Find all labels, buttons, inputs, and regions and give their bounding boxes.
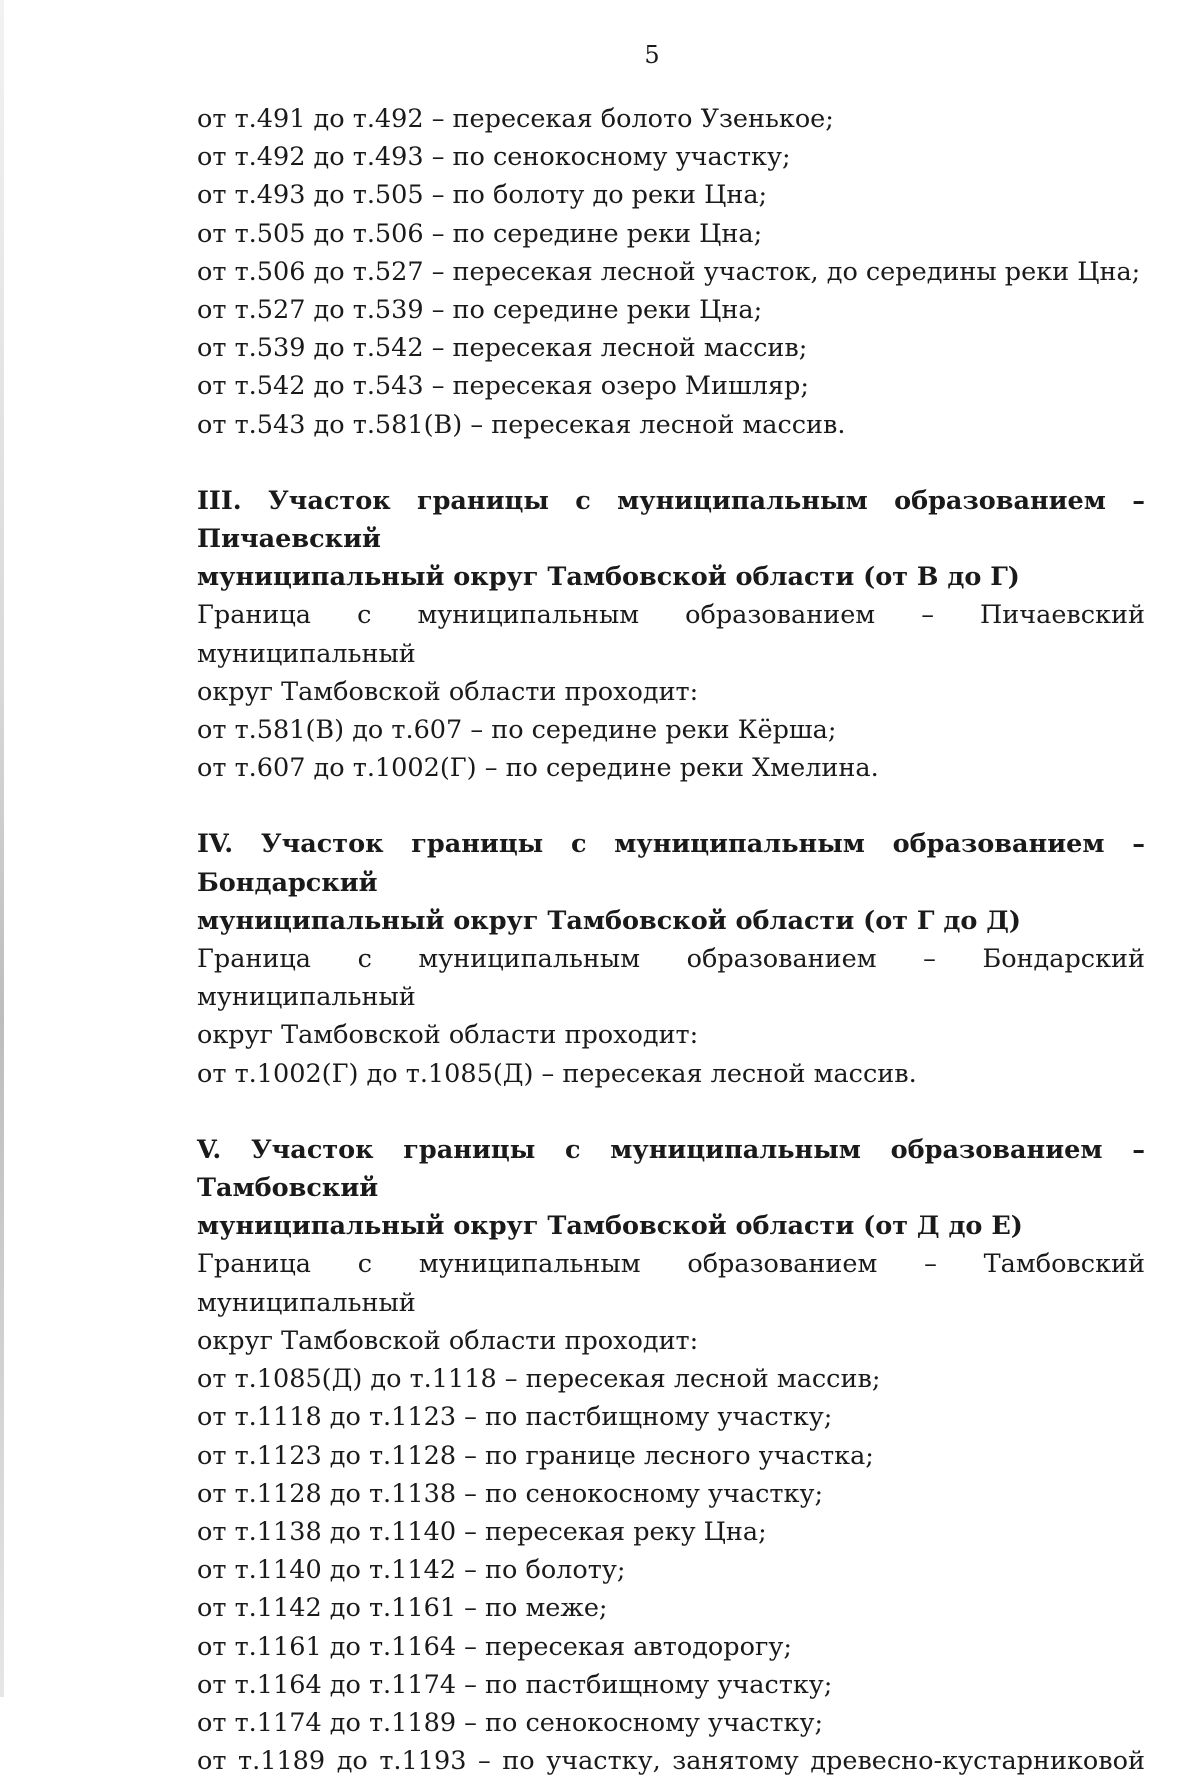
section-intro-line: Граница с муниципальным образованием – Бондарский муниципальный [197,944,1145,1013]
section-intro [197,940,1145,1055]
boundary-segment: от т.492 до т.493 – по сенокосному участку; [197,142,791,173]
document-body [197,100,1145,1780]
boundary-segment: от т.493 до т.505 – по болоту до реки Цна; [197,180,768,211]
section-intro-line: округ Тамбовской области проходит: [197,1325,699,1356]
section-iv [197,825,1145,1092]
boundary-segment: от т.1161 до т.1164 – пересекая автодорогу; [197,1631,792,1662]
boundary-segment: от т.1174 до т.1189 – по сенокосному участку; [197,1707,824,1738]
section-intro-line: Граница с муниципальным образованием – Пичаевский муниципальный [197,600,1145,669]
section-intro-line: округ Тамбовской области проходит: [197,676,699,707]
section-heading [197,482,1145,597]
section-heading-line: III. Участок границы с муниципальным образованием – Пичаевский [197,485,1145,555]
boundary-segment: от т.542 до т.543 – пересекая озеро Мишляр; [197,371,809,402]
section-heading-line: IV. Участок границы с муниципальным образованием – Бондарский [197,829,1145,898]
section-heading-line: муниципальный округ Тамбовской области (от Г до Д) [197,905,1021,936]
section-spacer [197,1093,1145,1131]
section-intro-line: Граница с муниципальным образованием – Тамбовский муниципальный [197,1249,1145,1318]
boundary-segment: от т.527 до т.539 – по середине реки Цна; [197,295,763,326]
section-v [197,1131,1145,1780]
boundary-segment: от т.1164 до т.1174 – по пастбищному участку; [197,1669,833,1700]
boundary-segment: от т.1138 до т.1140 – пересекая реку Цна; [197,1516,767,1547]
section-heading-line: муниципальный округ Тамбовской области (от В до Г) [197,562,1020,593]
section-spacer [197,444,1145,482]
boundary-segment: от т.1118 до т.1123 – по пастбищному участку; [197,1402,833,1433]
boundary-segment: от т.1085(Д) до т.1118 – пересекая лесной массив; [197,1364,881,1395]
scan-edge-shadow [0,0,4,1697]
section-heading [197,825,1145,940]
section-heading-line: муниципальный округ Тамбовской области (от Д до Е) [197,1211,1023,1242]
boundary-segment: от т.1140 до т.1142 – по болоту; [197,1555,626,1586]
boundary-segment-continued: от т.1189 до т.1193 – по участку, занятому древесно-кустарниковой [197,1746,1145,1777]
boundary-segment: от т.1123 до т.1128 – по границе лесного участка; [197,1440,874,1471]
section-intro-line: округ Тамбовской области проходит: [197,1020,699,1051]
section-intro [197,1245,1145,1360]
boundary-segment: от т.505 до т.506 – по середине реки Цна; [197,218,763,249]
boundary-segment: от т.1128 до т.1138 – по сенокосному участку; [197,1478,824,1509]
boundary-segment: от т.506 до т.527 – пересекая лесной участок, до середины реки Цна; [197,256,1141,287]
section-ii-tail [197,100,1145,444]
section-heading-line: V. Участок границы с муниципальным образованием – Тамбовский [197,1134,1145,1204]
boundary-segment: от т.543 до т.581(В) – пересекая лесной массив. [197,409,846,440]
boundary-segment: от т.491 до т.492 – пересекая болото Узенькое; [197,104,834,134]
boundary-segment: от т.1002(Г) до т.1085(Д) – пересекая лесной массив. [197,1058,917,1089]
boundary-segment: от т.539 до т.542 – пересекая лесной массив; [197,333,808,364]
section-intro [197,596,1145,711]
boundary-segment: от т.607 до т.1002(Г) – по середине реки Хмелина. [197,753,879,784]
section-heading [197,1131,1145,1246]
page-number: 5 [644,41,660,69]
section-iii [197,482,1145,788]
boundary-segment: от т.1142 до т.1161 – по меже; [197,1593,608,1624]
boundary-segment: от т.581(В) до т.607 – по середине реки Кёрша; [197,715,837,746]
section-spacer [197,787,1145,825]
